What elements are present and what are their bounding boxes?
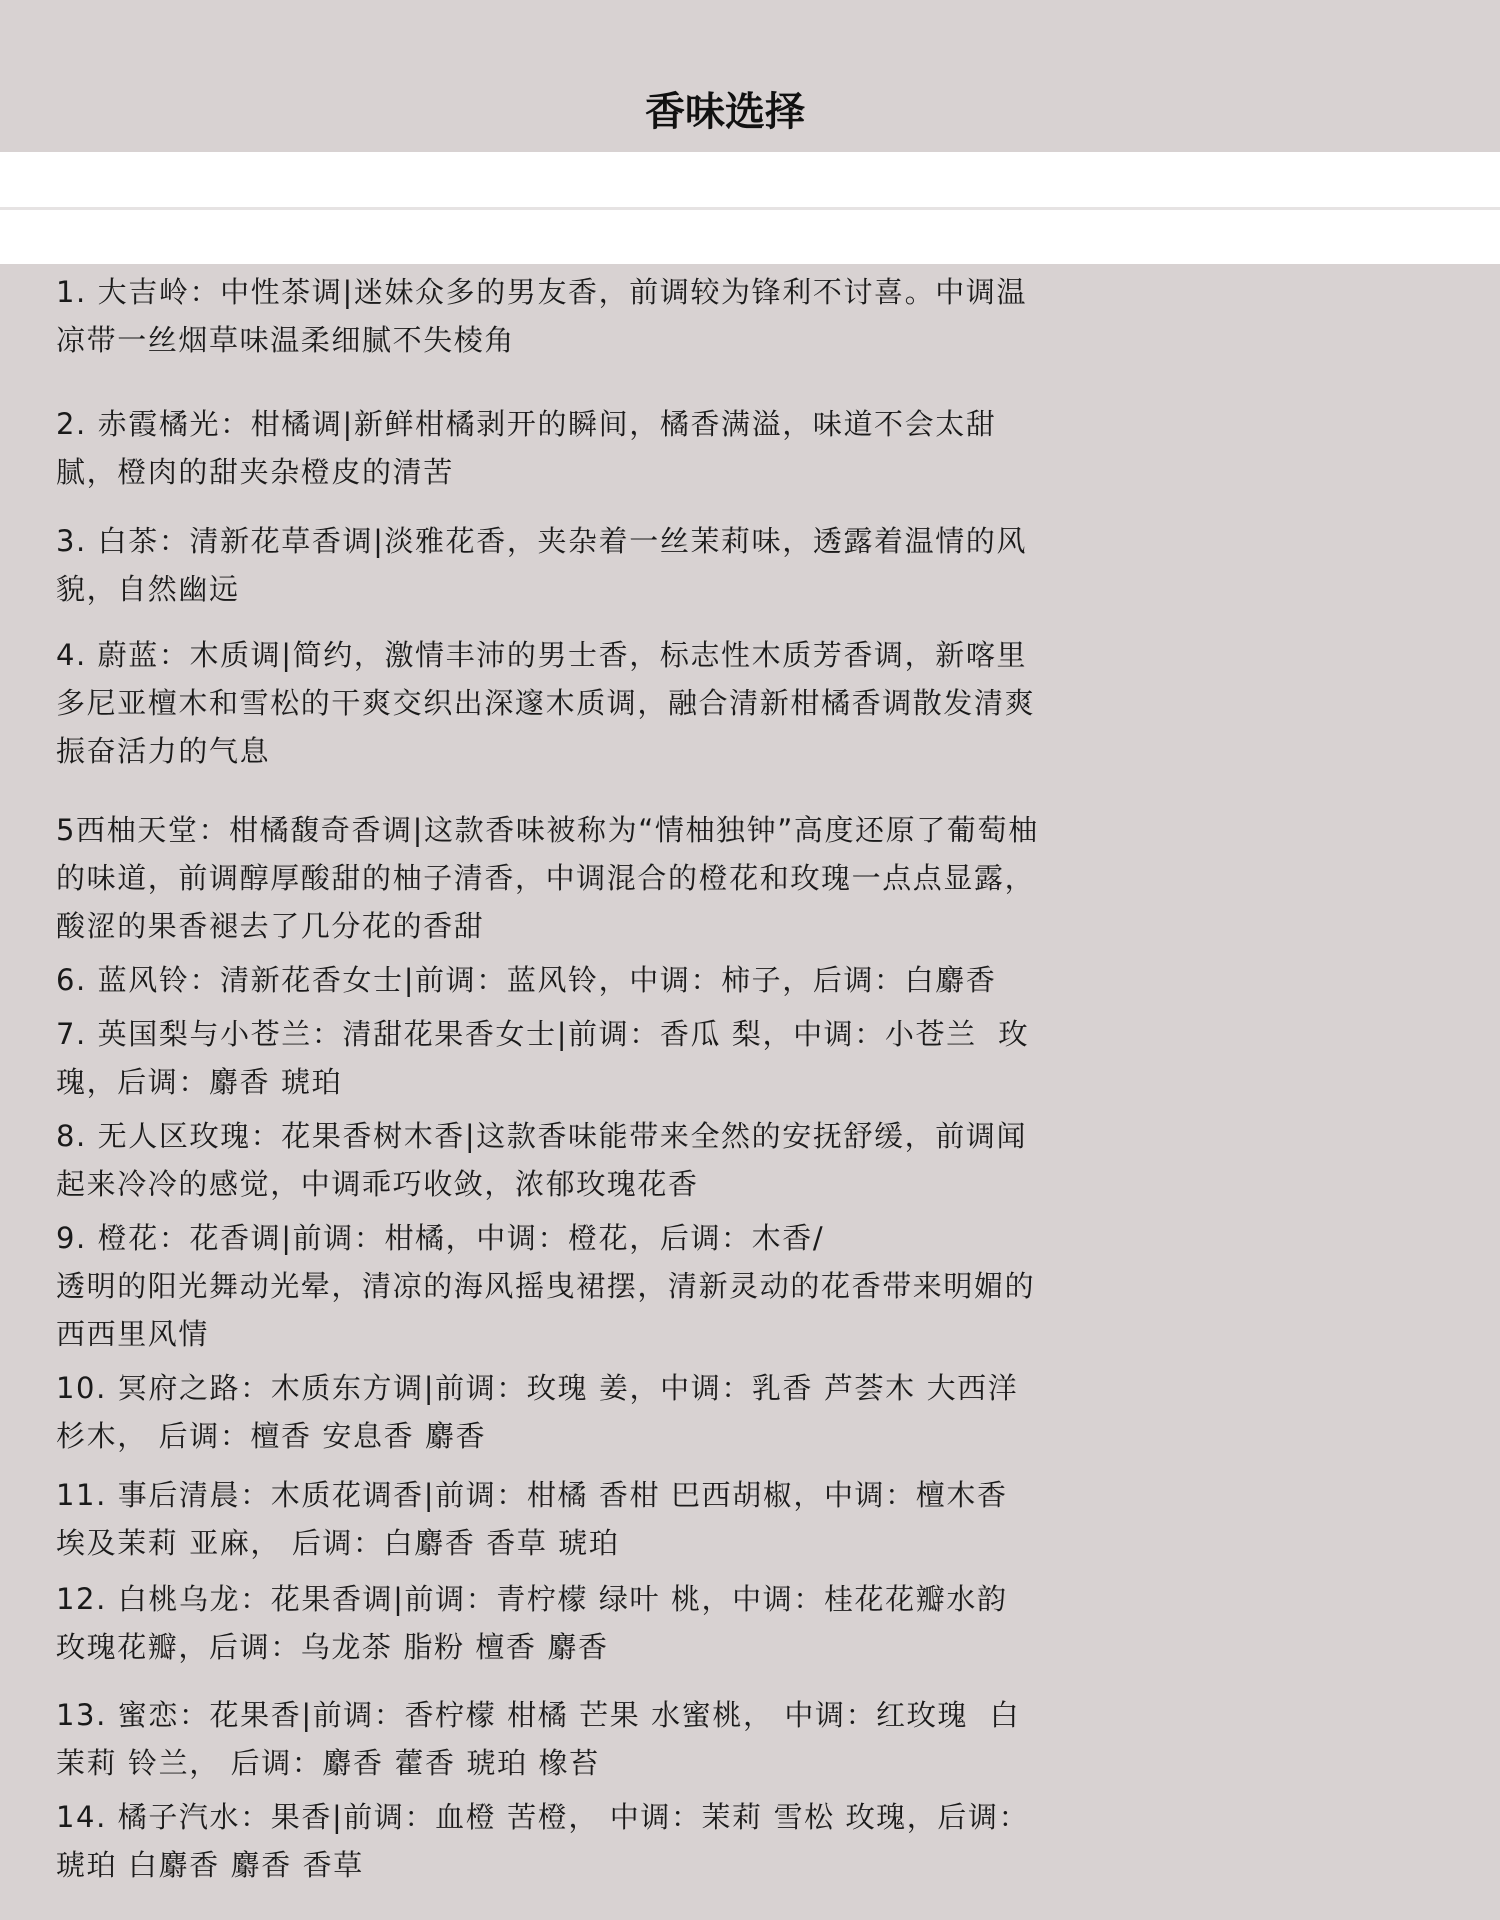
divider [0, 207, 1500, 210]
scent-entry: 14. 橘子汽水：果香|前调：血橙 苦橙， 中调：茉莉 雪松 玫瑰，后调：琥珀 白麝香 麝香 香草 [56, 1800, 1030, 1882]
scent-entry: 8. 无人区玫瑰：花果香树木香|这款香味能带来全然的安抚舒缓，前调闻起来冷冷的感觉，中调乖巧收敛，浓郁玫瑰花香 [56, 1119, 1028, 1201]
scent-entry: 12. 白桃乌龙：花果香调|前调：青柠檬 绿叶 桃，中调：桂花花瓣水韵 玫瑰花瓣，后调：乌龙茶 脂粉 檀香 麝香 [56, 1582, 1019, 1664]
scent-entry: 11. 事后清晨：木质花调香|前调：柑橘 香柑 巴西胡椒，中调：檀木香 埃及茉莉 亚麻， 后调：白麝香 香草 琥珀 [56, 1478, 1019, 1560]
scent-entry: 1. 大吉岭：中性茶调|迷妹众多的男友香，前调较为锋利不讨喜。中调温凉带一丝烟草味温柔细腻不失棱角 [56, 275, 1028, 357]
scent-entry: 13. 蜜恋：花果香|前调：香柠檬 柑橘 芒果 水蜜桃， 中调：红玫瑰 白茉莉 铃兰， 后调：麝香 藿香 琥珀 橡苔 [56, 1698, 1021, 1780]
scent-entry: 3. 白茶：清新花草香调|淡雅花香，夹杂着一丝茉莉味，透露着温情的风貌，自然幽远 [56, 524, 1028, 606]
scent-entry: 2. 赤霞橘光：柑橘调|新鲜柑橘剥开的瞬间，橘香满溢，味道不会太甜腻，橙肉的甜夹杂橙皮的清苦 [56, 407, 997, 489]
top-white-bar [0, 152, 1500, 264]
scent-entry: 6. 蓝风铃：清新花香女士|前调：蓝风铃，中调：柿子，后调：白麝香 [56, 963, 997, 997]
scent-entry: 10. 冥府之路：木质东方调|前调：玫瑰 姜，中调：乳香 芦荟木 大西洋杉木， 后调：檀香 安息香 麝香 [56, 1371, 1019, 1453]
scent-list [56, 268, 1046, 1889]
scent-entry: 7. 英国梨与小苍兰：清甜花果香女士|前调：香瓜 梨，中调：小苍兰 玫瑰，后调：麝香 琥珀 [56, 1017, 1029, 1099]
header [0, 0, 1500, 152]
scent-entry: 5西柚天堂：柑橘馥奇香调|这款香味被称为“情柚独钟”高度还原了葡萄柚的味道，前调醇厚酸甜的柚子清香，中调混合的橙花和玫瑰一点点显露，酸涩的果香褪去了几分花的香甜 [56, 813, 1039, 943]
page-title: 香味选择 [645, 89, 805, 135]
scent-entry: 4. 蔚蓝：木质调|简约，激情丰沛的男士香，标志性木质芳香调，新喀里多尼亚檀木和雪松的干爽交织出深邃木质调，融合清新柑橘香调散发清爽振奋活力的气息 [56, 638, 1036, 768]
scent-entry: 9. 橙花：花香调|前调：柑橘，中调：橙花，后调：木香/ 透明的阳光舞动光晕，清凉的海风摇曳裙摆，清新灵动的花香带来明媚的西西里风情 [56, 1221, 1036, 1351]
